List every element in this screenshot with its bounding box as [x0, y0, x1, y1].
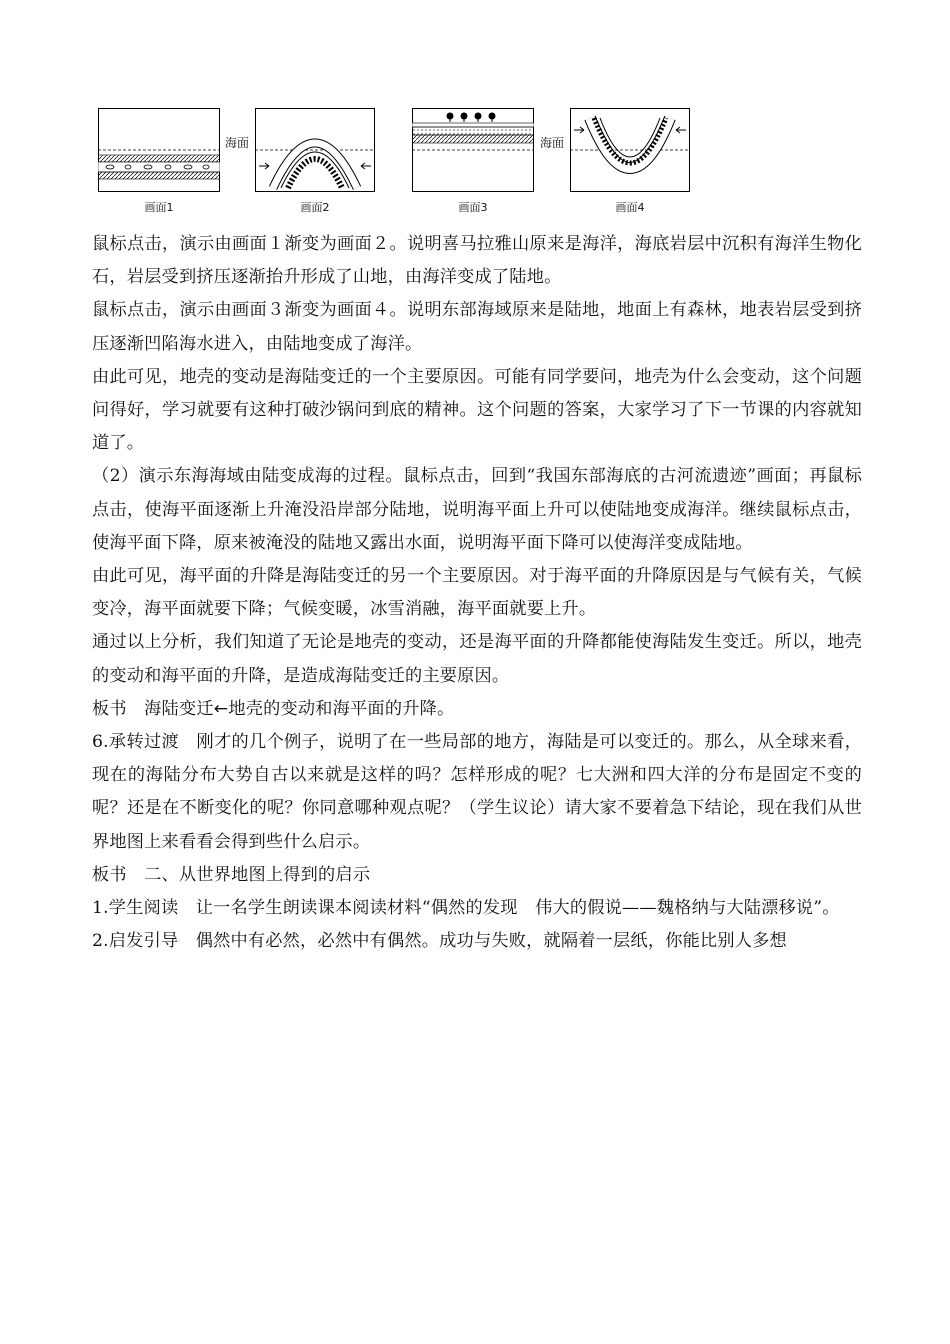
paragraph: 鼠标点击，演示由画面３渐变为画面４。说明东部海域原来是陆地，地面上有森林，地表岩层受到挤压逐渐凹陷海水进入，由陆地变成了海洋。: [92, 300, 862, 354]
paragraph: 6.承转过渡 刚才的几个例子，说明了在一些局部的地方，海陆是可以变迁的。那么，从全球来看，现在的海陆分布大势自古以来就是这样的吗？怎样形成的呢？七大洲和四大洋的分布是固定不变的呢？还是在不断变化的呢？你同意哪种观点呢？（学生议论）请大家不要着急下结论，现在我们从世界地图上来看看会得到些什么启示。: [92, 732, 862, 852]
board-note-1: [92, 693, 862, 726]
paragraph: 1.学生阅读 让一名学生朗读课本阅读材料“偶然的发现 伟大的假说——魏格纳与大陆漂移说”。: [92, 898, 840, 919]
caption-panel-3: 画面3: [458, 201, 488, 214]
paragraph: （2）演示东海海域由陆变成海的过程。鼠标点击，回到“我国东部海底的古河流遗迹”画面；再鼠标点击，使海平面逐渐上升淹没沿岸部分陆地，说明海平面上升可以使陆地变成海洋。继续鼠标点击，使海平面下降，原来被淹没的陆地又露出水面，说明海平面下降可以使海洋变成陆地。: [92, 466, 862, 553]
document-body: [92, 228, 862, 958]
paragraph: 鼠标点击，演示由画面１渐变为画面２。说明喜马拉雅山原来是海洋，海底岩层中沉积有海洋生物化石，岩层受到挤压逐渐抬升形成了山地，由海洋变成了陆地。: [92, 234, 862, 288]
panel-3-diagram: [412, 108, 534, 192]
panel-2-diagram: [255, 108, 375, 192]
caption-panel-1: 画面1: [144, 201, 174, 214]
paragraph: 通过以上分析，我们知道了无论是地壳的变动，还是海平面的升降都能使海陆发生变迁。所以，地壳的变动和海平面的升降，是造成海陆变迁的主要原因。: [92, 632, 862, 686]
left-arrow-icon: ←: [213, 698, 229, 719]
panel-4-diagram: [570, 108, 690, 192]
paragraph: 由此可见，地壳的变动是海陆变迁的一个主要原因。可能有同学要问，地壳为什么会变动，这个问题问得好，学习就要有这种打破沙锅问到底的精神。这个问题的答案，大家学习了下一节课的内容就知道了。: [92, 366, 862, 454]
caption-panel-2: 画面2: [300, 201, 330, 214]
paragraph: 2.启发引导 偶然中有必然，必然中有偶然。成功与失败，就隔着一层纸，你能比别人多想: [92, 931, 787, 952]
board-note-rest: 地壳的变动和海平面的升降。: [228, 698, 455, 719]
sea-level-label-2: 海面: [540, 136, 565, 150]
board-note-lead: 板书 海陆变迁: [92, 698, 214, 719]
caption-panel-4: 画面4: [615, 201, 645, 214]
paragraph: 由此可见，海平面的升降是海陆变迁的另一个主要原因。对于海平面的升降原因是与气候有关，气候变冷，海平面就要下降；气候变暖，冰雪消融，海平面就要上升。: [92, 566, 862, 620]
board-note-2: 板书 二、从世界地图上得到的启示: [92, 864, 371, 885]
panel-1-diagram: [98, 108, 220, 192]
sea-level-label-1: 海面: [225, 136, 250, 150]
figure-panels: [0, 100, 950, 220]
